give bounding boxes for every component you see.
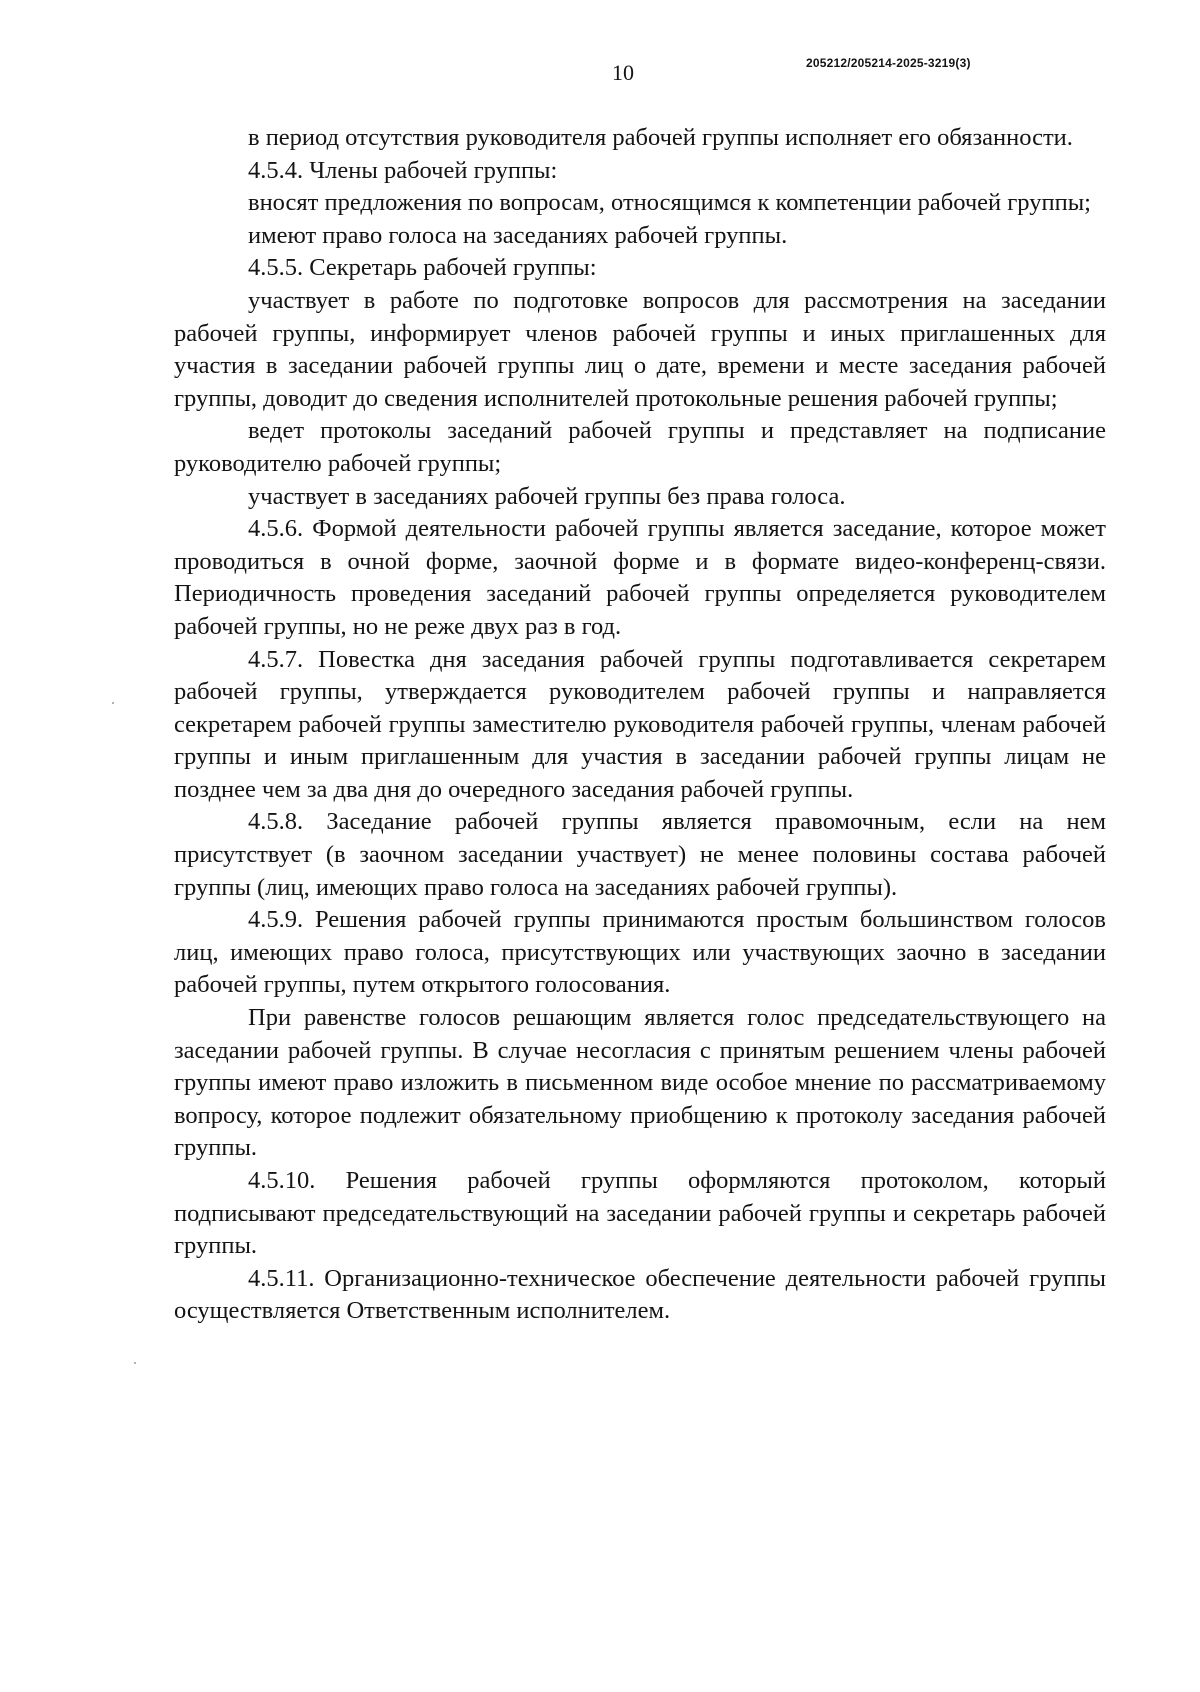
paragraph-secretary-no-vote: участвует в заседаниях рабочей группы без права голоса. [248, 482, 846, 510]
document-body [174, 122, 1106, 1328]
clause-4-5-10: 4.5.10. Решения рабочей группы оформляются протоколом, который подписывают председательствующий на заседании рабочей группы и секретарь рабочей группы. [174, 1167, 1106, 1260]
paragraph-deputy-duties-continued: в период отсутствия руководителя рабочей группы исполняет его обязанности. [248, 124, 1073, 151]
paragraph-tie-vote: При равенстве голосов решающим является голос председательствующего на заседании рабочей группы. В случае несогласия с принятым решением члены рабочей группы имеют право изложить в письменном виде особое мнение по рассматриваемому вопросу, которое подлежит обязательному приобщению к протоколу заседания рабочей группы. [174, 1004, 1106, 1162]
clause-4-5-8: 4.5.8. Заседание рабочей группы является правомочным, если на нем присутствует (в заочном заседании участвует) не менее половины состава рабочей группы (лиц, имеющих право голоса на заседаниях рабочей группы). [174, 808, 1106, 901]
clause-4-5-6: 4.5.6. Формой деятельности рабочей группы является заседание, которое может проводиться в очной форме, заочной форме и в формате видео-конференц-связи. Периодичность проведения заседаний рабочей группы определяется руководителем рабочей группы, но не реже двух раз в год. [174, 515, 1106, 640]
page-number: 10 [612, 60, 634, 85]
scan-speck [134, 1362, 136, 1364]
paragraph-members-voting-right: имеют право голоса на заседаниях рабочей группы. [248, 221, 788, 249]
clause-4-5-5-heading: 4.5.5. Секретарь рабочей группы: [248, 254, 597, 282]
paragraph-secretary-minutes: ведет протоколы заседаний рабочей группы и представляет на подписание руководителю рабочей группы; [174, 417, 1106, 477]
paragraph-secretary-preparation: участвует в работе по подготовке вопросов для рассмотрения на заседании рабочей группы, информирует членов рабочей группы и иных приглашенных для участия в заседании рабочей группы лиц о дате, времени и месте заседания рабочей группы, доводит до сведения исполнителей протокольные решения рабочей группы; [174, 286, 1106, 412]
clause-4-5-7: 4.5.7. Повестка дня заседания рабочей группы подготавливается секретарем рабочей группы, утверждается руководителем рабочей группы и направляется секретарем рабочей группы заместителю руководителя рабочей группы, членам рабочей группы и иным приглашенным для участия в заседании рабочей группы лицам не позднее чем за два дня до очередного заседания рабочей группы. [174, 645, 1106, 803]
clause-4-5-11: 4.5.11. Организационно-техническое обеспечение деятельности рабочей группы осуществляется Ответственным исполнителем. [174, 1264, 1106, 1325]
clause-4-5-4-heading: 4.5.4. Члены рабочей группы: [248, 156, 558, 184]
paragraph-members-proposals: вносят предложения по вопросам, относящимся к компетенции рабочей группы; [248, 189, 1091, 217]
document-reference-number: 205212/205214-2025-3219(3) [806, 56, 971, 70]
clause-4-5-9: 4.5.9. Решения рабочей группы принимаются простым большинством голосов лиц, имеющих право голоса, присутствующих или участвующих заочно в заседании рабочей группы, путем открытого голосования. [174, 906, 1106, 999]
scan-speck [112, 702, 114, 704]
